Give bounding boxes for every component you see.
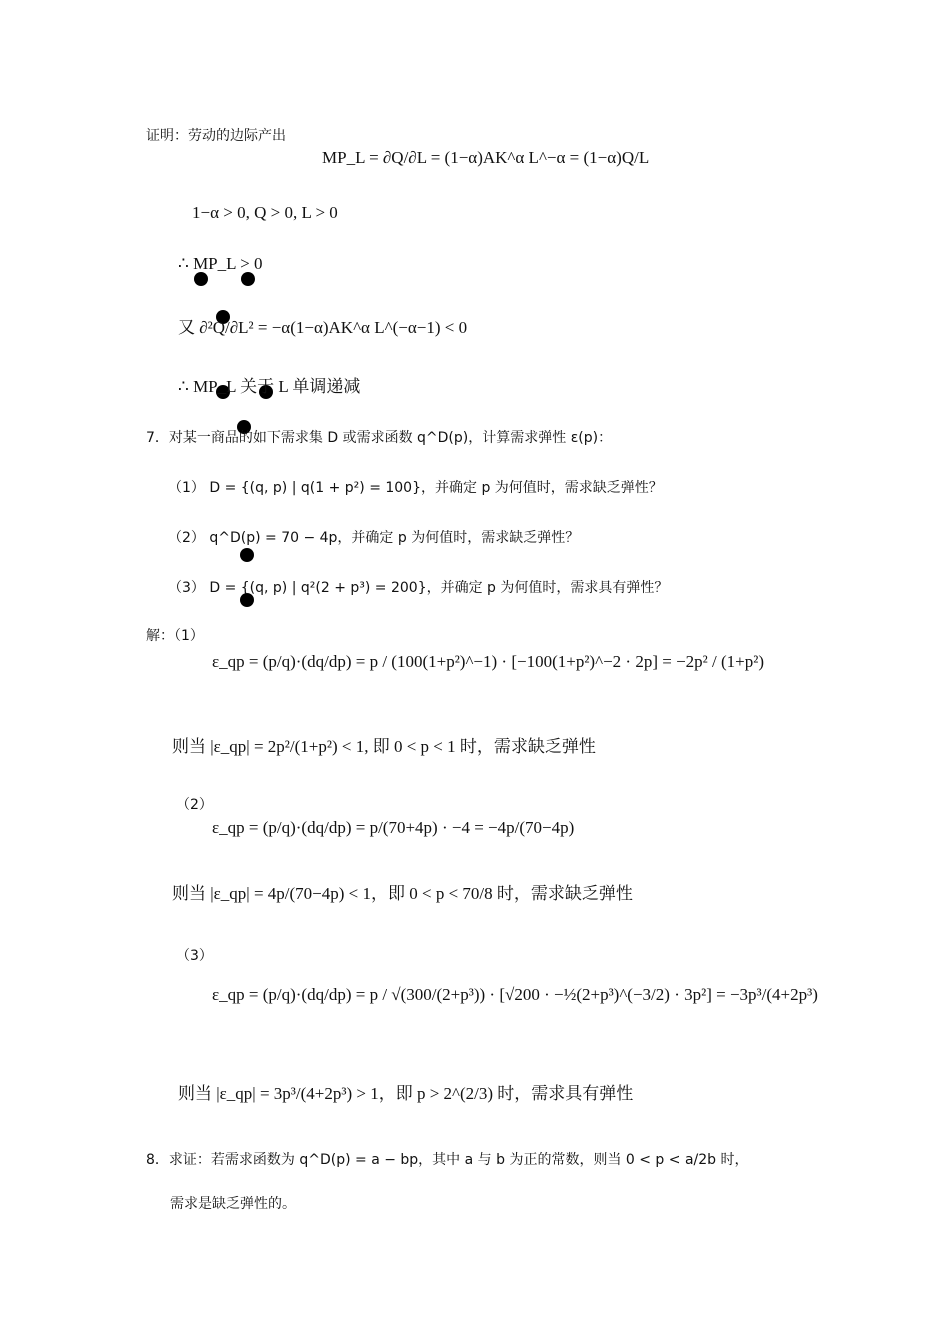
mpl-derivative: MP_L = ∂Q/∂L = (1−α)AK^α L^−α = (1−α)Q/L bbox=[322, 148, 650, 167]
q7-title: 7．对某一商品的如下需求集 D 或需求函数 q^D(p)，计算需求弹性 ε(p)： bbox=[146, 430, 613, 446]
q8-title: 8．求证：若需求函数为 q^D(p) = a − bp，其中 a 与 b 为正的常数，则当 0 < p < a/2b 时， bbox=[146, 1152, 749, 1168]
q7-part3: （3） D = {(q, p) | q²(2 + p³) = 200}，并确定 p 为何值时，需求具有弹性？ bbox=[168, 580, 669, 596]
sol-1-formula: ε_qp = (p/q)·(dq/dp) = p / (100(1+p²)^−1) · [−100(1+p²)^−2 · 2p] = −2p² / (1+p²) bbox=[212, 652, 764, 671]
q7-part1: （1） D = {(q, p) | q(1 + p²) = 100}，并确定 p 为何值时，需求缺乏弹性？ bbox=[168, 480, 663, 496]
q7-part2: （2） q^D(p) = 70 − 4p，并确定 p 为何值时，需求缺乏弹性？ bbox=[168, 530, 580, 546]
mpl-decreasing: ∴ MP_L 关于 L 单调递减 bbox=[178, 377, 361, 396]
sol-3-formula: ε_qp = (p/q)·(dq/dp) = p / √(300/(2+p³)) · [√200 · −½(2+p³)^(−3/2) · 3p²] = −3p³/(4+2p³) bbox=[212, 985, 818, 1004]
q8-cont: 需求是缺乏弹性的。 bbox=[170, 1196, 296, 1212]
mpl-positive: ∴ MP_L > 0 bbox=[178, 254, 263, 273]
sol-1-conclusion: 则当 |ε_qp| = 2p²/(1+p²) < 1, 即 0 < p < 1 时，需求缺乏弹性 bbox=[172, 737, 596, 756]
sol-3-label: （3） bbox=[176, 948, 213, 964]
scan-mark bbox=[240, 548, 254, 562]
conditions: 1−α > 0, Q > 0, L > 0 bbox=[192, 203, 338, 222]
second-derivative: 又 ∂²Q/∂L² = −α(1−α)AK^α L^(−α−1) < 0 bbox=[178, 318, 468, 337]
proof-intro: 证明：劳动的边际产出 bbox=[146, 128, 286, 144]
sol-2-formula: ε_qp = (p/q)·(dq/dp) = p/(70+4p) · −4 = −4p/(70−4p) bbox=[212, 818, 575, 837]
sol-2-label: （2） bbox=[176, 797, 213, 813]
sol-2-conclusion: 则当 |ε_qp| = 4p/(70−4p) < 1，即 0 < p < 70/8 时，需求缺乏弹性 bbox=[172, 884, 633, 903]
sol-3-conclusion: 则当 |ε_qp| = 3p³/(4+2p³) > 1，即 p > 2^(2/3) 时，需求具有弹性 bbox=[178, 1084, 634, 1103]
sol-1-label: 解：（1） bbox=[146, 628, 204, 644]
